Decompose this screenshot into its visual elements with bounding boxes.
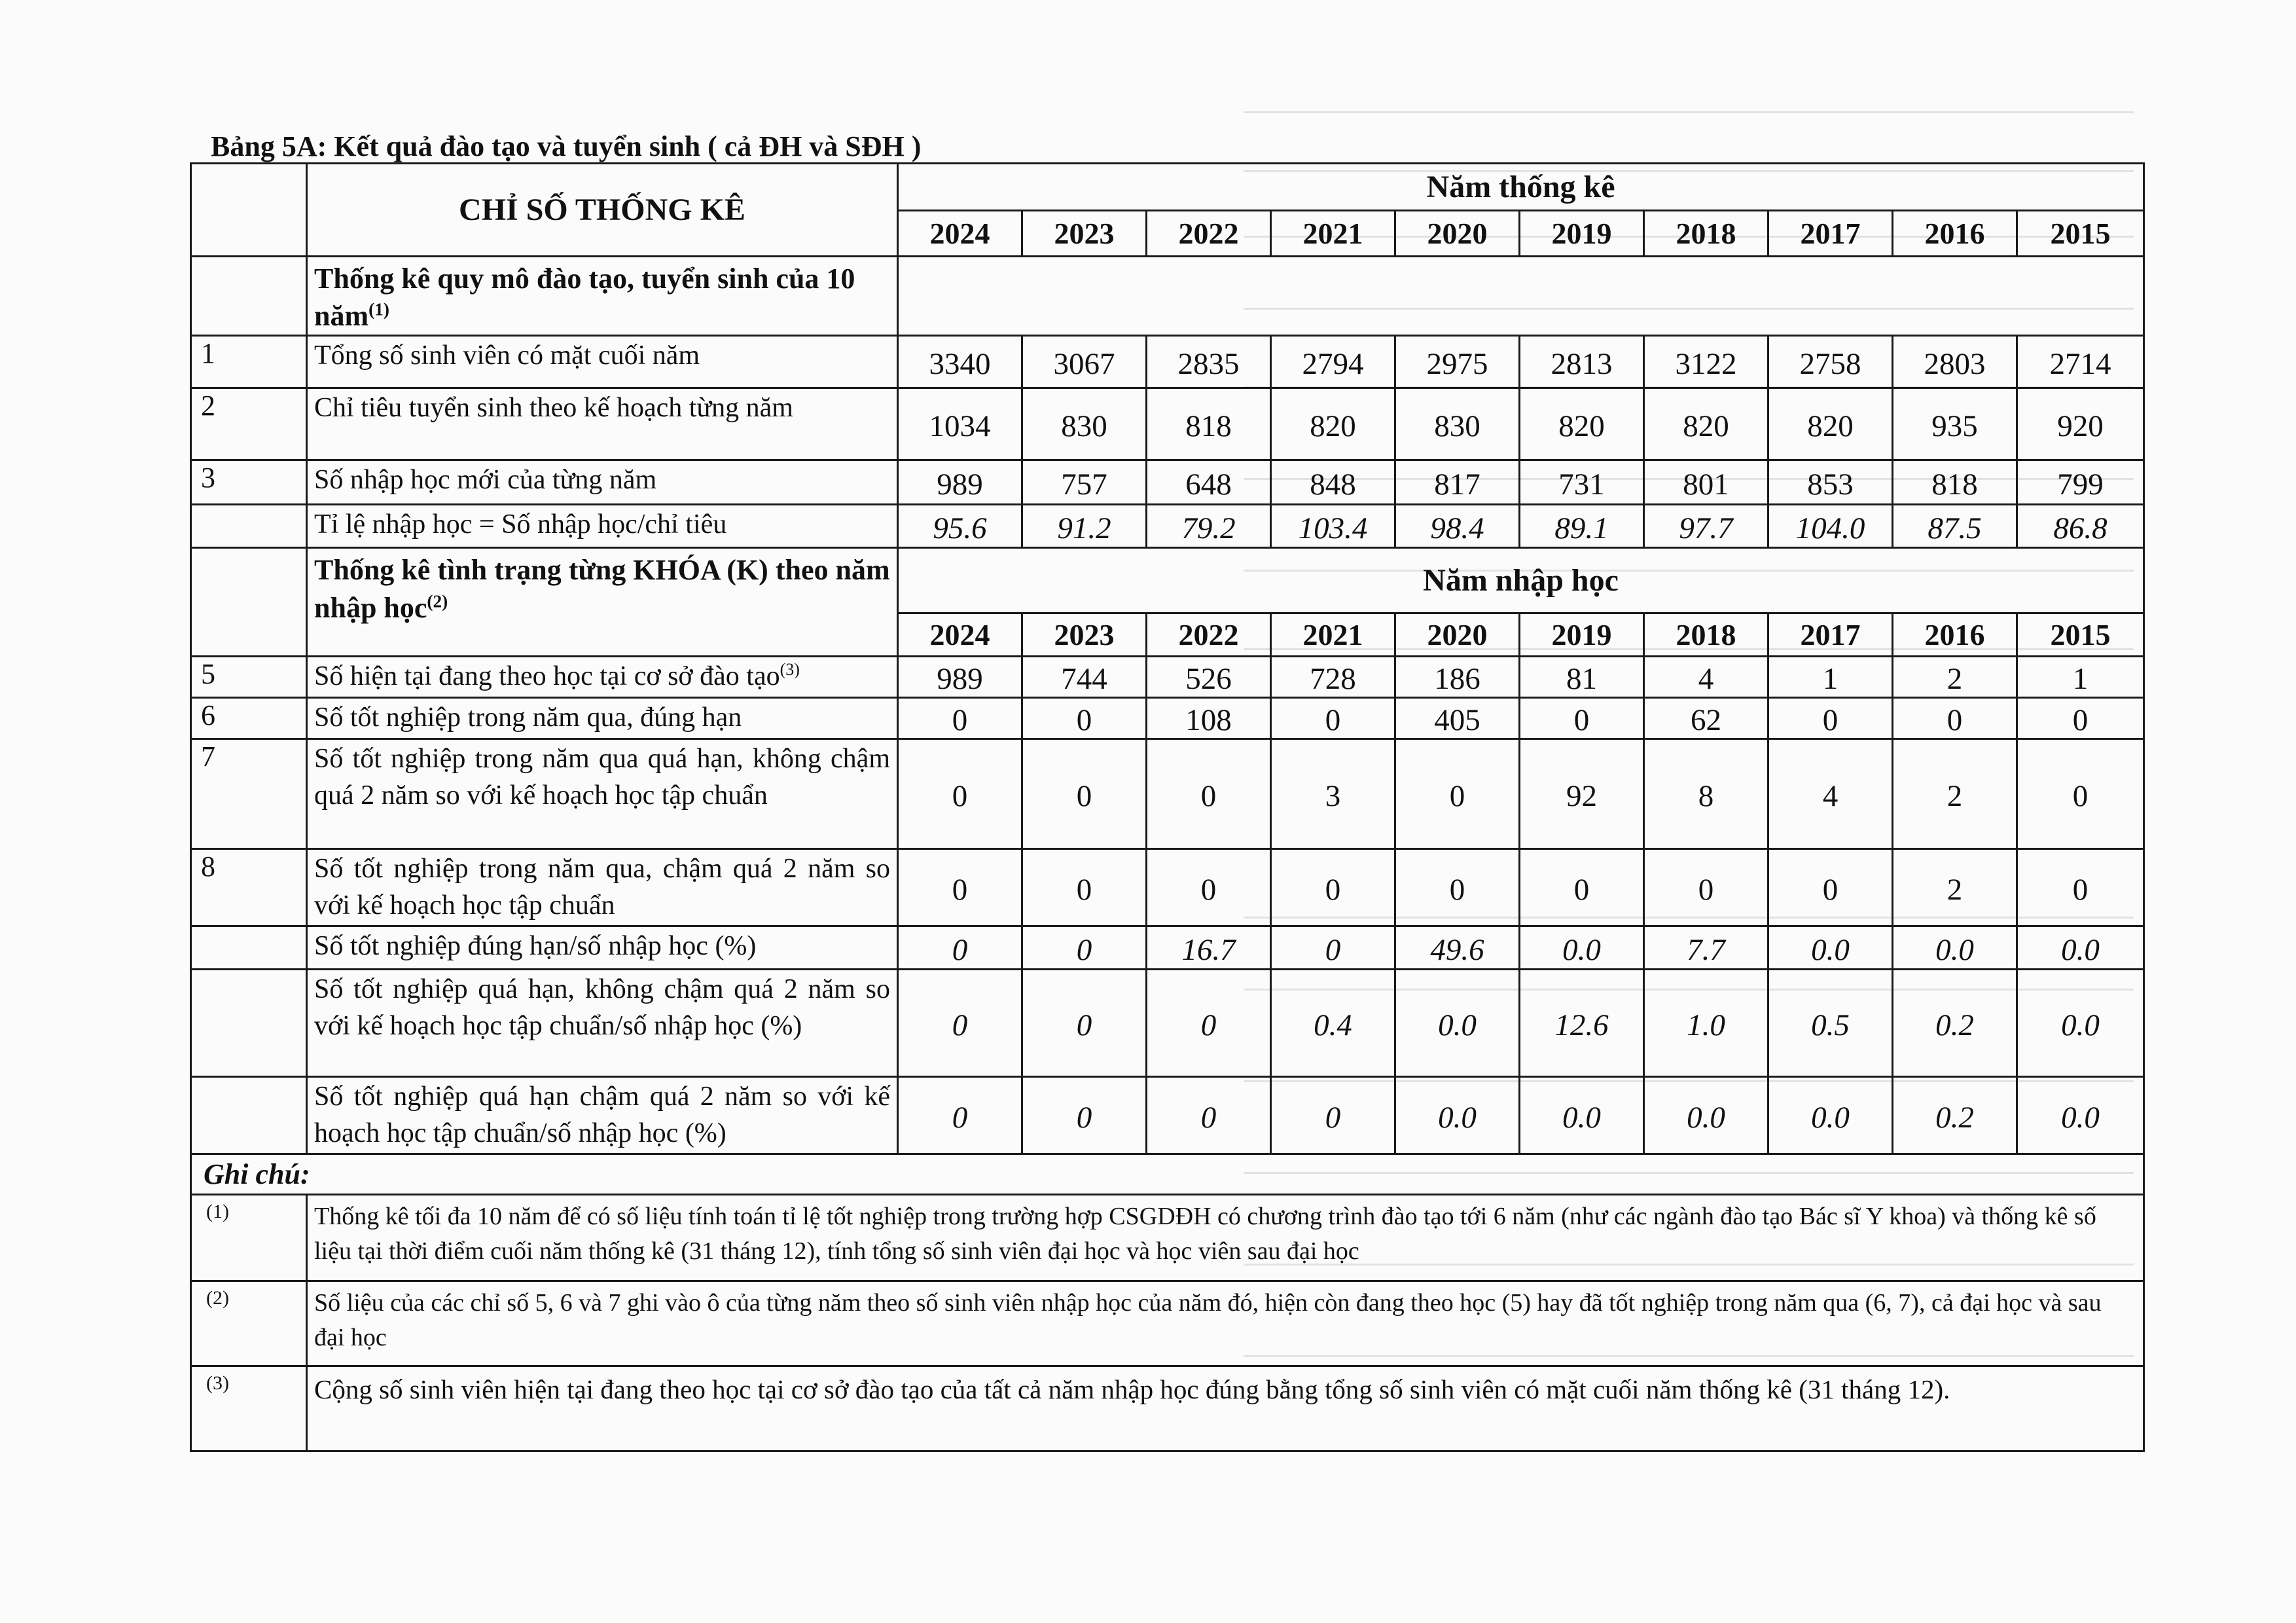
- cell-value: 848: [1271, 460, 1395, 505]
- row-label: [307, 739, 898, 849]
- cell-value: 0: [898, 739, 1022, 849]
- section2-row: [191, 970, 2144, 1077]
- cell-value: 0: [2017, 849, 2144, 926]
- stat-year-group-header: Năm thống kê: [898, 164, 2144, 211]
- admission-year-2017: 2017: [1768, 613, 1893, 657]
- cell-value: 0: [898, 1077, 1022, 1154]
- footnote-marker: (3): [780, 660, 800, 680]
- cell-value: 757: [1022, 460, 1147, 505]
- cell-value: 0: [1395, 739, 1520, 849]
- section2-row: [191, 739, 2144, 849]
- cell-value: 0.0: [1395, 1077, 1520, 1154]
- cell-value: 0: [1147, 1077, 1271, 1154]
- cell-value: 186: [1395, 657, 1520, 698]
- cell-value: 62: [1644, 698, 1768, 739]
- cell-value: 3340: [898, 336, 1022, 388]
- row-label: Số nhập học mới của từng năm: [307, 460, 898, 505]
- cell-value: 0: [1271, 849, 1395, 926]
- row-number: [191, 926, 307, 970]
- cell-value: 103.4: [1271, 505, 1395, 548]
- note-row: [191, 1281, 2144, 1366]
- cell-value: 2714: [2017, 336, 2144, 388]
- cell-value: 2835: [1147, 336, 1271, 388]
- cell-value: 0: [1768, 698, 1893, 739]
- section2-row: [191, 926, 2144, 970]
- cell-value: 526: [1147, 657, 1271, 698]
- row-label: [307, 657, 898, 698]
- cell-value: 920: [2017, 388, 2144, 460]
- cell-value: 4: [1644, 657, 1768, 698]
- row-label: Chỉ tiêu tuyển sinh theo kế hoạch từng năm: [307, 388, 898, 460]
- cell-value: 0: [1147, 849, 1271, 926]
- section2-row: [191, 1077, 2144, 1154]
- cell-value: 7.7: [1644, 926, 1768, 970]
- section2-row: [191, 698, 2144, 739]
- cell-value: 0: [1022, 926, 1147, 970]
- section1-blank: [898, 257, 2144, 336]
- stat-year-2019: 2019: [1520, 211, 1644, 257]
- row-number: 3: [191, 460, 307, 505]
- blank-corner-cell: [191, 164, 307, 257]
- cell-value: 0: [1768, 849, 1893, 926]
- row-number: 7: [191, 739, 307, 849]
- row-number: [191, 1077, 307, 1154]
- section1-row: [191, 336, 2144, 388]
- cell-value: 97.7: [1644, 505, 1768, 548]
- cell-value: 0.0: [2017, 1077, 2144, 1154]
- stat-year-2020: 2020: [1395, 211, 1520, 257]
- stat-year-2021: 2021: [1271, 211, 1395, 257]
- row-label-text: Số tốt nghiệp quá hạn chậm quá 2 năm so với kế hoạch học tập chuẩn/số nhập học (%): [314, 1082, 890, 1149]
- cell-value: 0: [1022, 1077, 1147, 1154]
- cell-value: 0.0: [1520, 926, 1644, 970]
- cell-value: 0.0: [1768, 926, 1893, 970]
- cell-value: 95.6: [898, 505, 1022, 548]
- cell-value: 2: [1893, 657, 2017, 698]
- row-label: [307, 926, 898, 970]
- section1-label: Thống kê quy mô đào tạo, tuyển sinh của 10 năm$^{(1)}$: [307, 257, 898, 336]
- admission-year-2020: 2020: [1395, 613, 1520, 657]
- notes-heading-row: [191, 1154, 2144, 1195]
- admission-year-2022: 2022: [1147, 613, 1271, 657]
- cell-value: 0: [898, 926, 1022, 970]
- row-number: 8: [191, 849, 307, 926]
- row-label: [307, 1077, 898, 1154]
- cell-value: 0.2: [1893, 970, 2017, 1077]
- cell-value: 4: [1768, 739, 1893, 849]
- section2-row: [191, 849, 2144, 926]
- cell-value: 2975: [1395, 336, 1520, 388]
- cell-value: 0.0: [1768, 1077, 1893, 1154]
- row-label-text: Số hiện tại đang theo học tại cơ sở đào tạo: [314, 661, 780, 692]
- cell-value: 935: [1893, 388, 2017, 460]
- row-label: Tỉ lệ nhập học = Số nhập học/chỉ tiêu: [307, 505, 898, 548]
- row-number: [191, 505, 307, 548]
- cell-value: 830: [1395, 388, 1520, 460]
- row-label: [307, 698, 898, 739]
- cell-value: 0: [1271, 1077, 1395, 1154]
- cell-value: 0: [898, 849, 1022, 926]
- row-number: 5: [191, 657, 307, 698]
- note-marker: (2): [191, 1281, 307, 1366]
- row-label: Tổng số sinh viên có mặt cuối năm: [307, 336, 898, 388]
- admission-year-2021: 2021: [1271, 613, 1395, 657]
- cell-value: 79.2: [1147, 505, 1271, 548]
- blank-cell: [191, 548, 307, 657]
- row-label-text: Số tốt nghiệp trong năm qua, chậm quá 2 năm so với kế hoạch học tập chuẩn: [314, 854, 890, 921]
- cell-value: 89.1: [1520, 505, 1644, 548]
- cell-value: 0.0: [1395, 970, 1520, 1077]
- cell-value: 820: [1768, 388, 1893, 460]
- section1-row: [191, 388, 2144, 460]
- row-label-text: Số tốt nghiệp trong năm qua, đúng hạn: [314, 702, 742, 733]
- admission-year-2015: 2015: [2017, 613, 2144, 657]
- stat-year-2015: 2015: [2017, 211, 2144, 257]
- stat-year-2016: 2016: [1893, 211, 2017, 257]
- cell-value: 0.0: [1893, 926, 2017, 970]
- cell-value: 86.8: [2017, 505, 2144, 548]
- cell-value: 0: [1147, 970, 1271, 1077]
- cell-value: 92: [1520, 739, 1644, 849]
- stat-year-2018: 2018: [1644, 211, 1768, 257]
- cell-value: 0: [898, 698, 1022, 739]
- row-label-text: Số tốt nghiệp đúng hạn/số nhập học (%): [314, 931, 757, 962]
- cell-value: 744: [1022, 657, 1147, 698]
- cell-value: 989: [898, 460, 1022, 505]
- note-text: Số liệu của các chỉ số 5, 6 và 7 ghi vào ô của từng năm theo số sinh viên nhập học của năm đó, hiện còn đang theo học (5) hay đã tốt nghiệp trong năm qua (6, 7), cả đại học và sau đại học: [307, 1281, 2144, 1366]
- row-label-text: Số tốt nghiệp trong năm qua quá hạn, không chậm quá 2 năm so với kế hoạch học tập chuẩn: [314, 744, 890, 811]
- row-label-text: Số tốt nghiệp quá hạn, không chậm quá 2 năm so với kế hoạch học tập chuẩn/số nhập học (%): [314, 974, 890, 1042]
- note-text: Cộng số sinh viên hiện tại đang theo học tại cơ sở đào tạo của tất cả năm nhập học đúng bằng tổng số sinh viên có mặt cuối năm thống kê (31 tháng 12).: [307, 1366, 2144, 1451]
- cell-value: 0: [1022, 970, 1147, 1077]
- cell-value: 0: [2017, 739, 2144, 849]
- cell-value: 0: [1147, 739, 1271, 849]
- stat-year-2024: 2024: [898, 211, 1022, 257]
- cell-value: 0: [1644, 849, 1768, 926]
- section2-label: Thống kê tình trạng từng KHÓA (K) theo năm nhập học$^{(2)}$: [307, 548, 898, 657]
- cell-value: 0.2: [1893, 1077, 2017, 1154]
- stat-year-2023: 2023: [1022, 211, 1147, 257]
- cell-value: 0: [1022, 739, 1147, 849]
- cell-value: 0: [1520, 849, 1644, 926]
- cell-value: 405: [1395, 698, 1520, 739]
- cell-value: 801: [1644, 460, 1768, 505]
- cell-value: 799: [2017, 460, 2144, 505]
- cell-value: 87.5: [1893, 505, 2017, 548]
- row-number: 1: [191, 336, 307, 388]
- note-marker: (1): [191, 1195, 307, 1281]
- cell-value: 8: [1644, 739, 1768, 849]
- cell-value: 1: [2017, 657, 2144, 698]
- note-marker: (3): [191, 1366, 307, 1451]
- header-row: [191, 164, 2144, 211]
- table-title: Bảng 5A: Kết quả đào tạo và tuyển sinh ( cả ĐH và SĐH ): [211, 130, 922, 162]
- cell-value: 16.7: [1147, 926, 1271, 970]
- section1-row: [191, 505, 2144, 548]
- admission-year-2016: 2016: [1893, 613, 2017, 657]
- row-number: 6: [191, 698, 307, 739]
- cell-value: 2758: [1768, 336, 1893, 388]
- cell-value: 0: [1395, 849, 1520, 926]
- cell-value: 2803: [1893, 336, 2017, 388]
- cell-value: 108: [1147, 698, 1271, 739]
- cell-value: 0: [1271, 926, 1395, 970]
- cell-value: 0.0: [2017, 926, 2144, 970]
- cell-value: 818: [1893, 460, 2017, 505]
- cell-value: 728: [1271, 657, 1395, 698]
- note-row: [191, 1195, 2144, 1281]
- cell-value: 91.2: [1022, 505, 1147, 548]
- admission-year-2023: 2023: [1022, 613, 1147, 657]
- cell-value: 0.0: [1644, 1077, 1768, 1154]
- section1-header-row: [191, 257, 2144, 336]
- statistics-table: [190, 162, 2145, 1452]
- stat-year-2017: 2017: [1768, 211, 1893, 257]
- cell-value: 0: [1520, 698, 1644, 739]
- cell-value: 1: [1768, 657, 1893, 698]
- indicator-header: CHỈ SỐ THỐNG KÊ: [307, 164, 898, 257]
- cell-value: 81: [1520, 657, 1644, 698]
- cell-value: 818: [1147, 388, 1271, 460]
- cell-value: 830: [1022, 388, 1147, 460]
- row-number: [191, 970, 307, 1077]
- cell-value: 0: [2017, 698, 2144, 739]
- section2-row: [191, 657, 2144, 698]
- cell-value: 2794: [1271, 336, 1395, 388]
- cell-value: 3067: [1022, 336, 1147, 388]
- cell-value: 0: [1022, 698, 1147, 739]
- cell-value: 0.0: [2017, 970, 2144, 1077]
- stat-year-2022: 2022: [1147, 211, 1271, 257]
- cell-value: 3122: [1644, 336, 1768, 388]
- cell-value: 731: [1520, 460, 1644, 505]
- cell-value: 989: [898, 657, 1022, 698]
- note-text: Thống kê tối đa 10 năm để có số liệu tính toán tỉ lệ tốt nghiệp trong trường hợp CSGDĐH có chương trình đào tạo tới 6 năm (như các ngành đào tạo Bác sĩ Y khoa) và thống kê số liệu tại thời điểm cuối năm thống kê (31 tháng 12), tính tổng số sinh viên đại học và học viên sau đại học: [307, 1195, 2144, 1281]
- note-row: [191, 1366, 2144, 1451]
- cell-value: 12.6: [1520, 970, 1644, 1077]
- blank-cell: [191, 257, 307, 336]
- cell-value: 0: [1893, 698, 2017, 739]
- row-label: [307, 849, 898, 926]
- admission-year-2019: 2019: [1520, 613, 1644, 657]
- section1-row: [191, 460, 2144, 505]
- cell-value: 0.4: [1271, 970, 1395, 1077]
- cell-value: 3: [1271, 739, 1395, 849]
- cell-value: 648: [1147, 460, 1271, 505]
- cell-value: 817: [1395, 460, 1520, 505]
- admission-year-2018: 2018: [1644, 613, 1768, 657]
- cell-value: 2: [1893, 849, 2017, 926]
- cell-value: 0: [1022, 849, 1147, 926]
- cell-value: 853: [1768, 460, 1893, 505]
- cell-value: 2: [1893, 739, 2017, 849]
- cell-value: 820: [1271, 388, 1395, 460]
- cell-value: 98.4: [1395, 505, 1520, 548]
- cell-value: 2813: [1520, 336, 1644, 388]
- admission-year-2024: 2024: [898, 613, 1022, 657]
- cell-value: 49.6: [1395, 926, 1520, 970]
- admission-year-group-header: Năm nhập học: [898, 548, 2144, 613]
- cell-value: 0: [898, 970, 1022, 1077]
- cell-value: 1.0: [1644, 970, 1768, 1077]
- cell-value: 0.0: [1520, 1077, 1644, 1154]
- cell-value: 1034: [898, 388, 1022, 460]
- cell-value: 104.0: [1768, 505, 1893, 548]
- notes-heading: Ghi chú:: [191, 1154, 2144, 1195]
- row-number: 2: [191, 388, 307, 460]
- cell-value: 0.5: [1768, 970, 1893, 1077]
- cell-value: 820: [1644, 388, 1768, 460]
- cell-value: 820: [1520, 388, 1644, 460]
- row-label: [307, 970, 898, 1077]
- section2-header-row: [191, 548, 2144, 613]
- cell-value: 0: [1271, 698, 1395, 739]
